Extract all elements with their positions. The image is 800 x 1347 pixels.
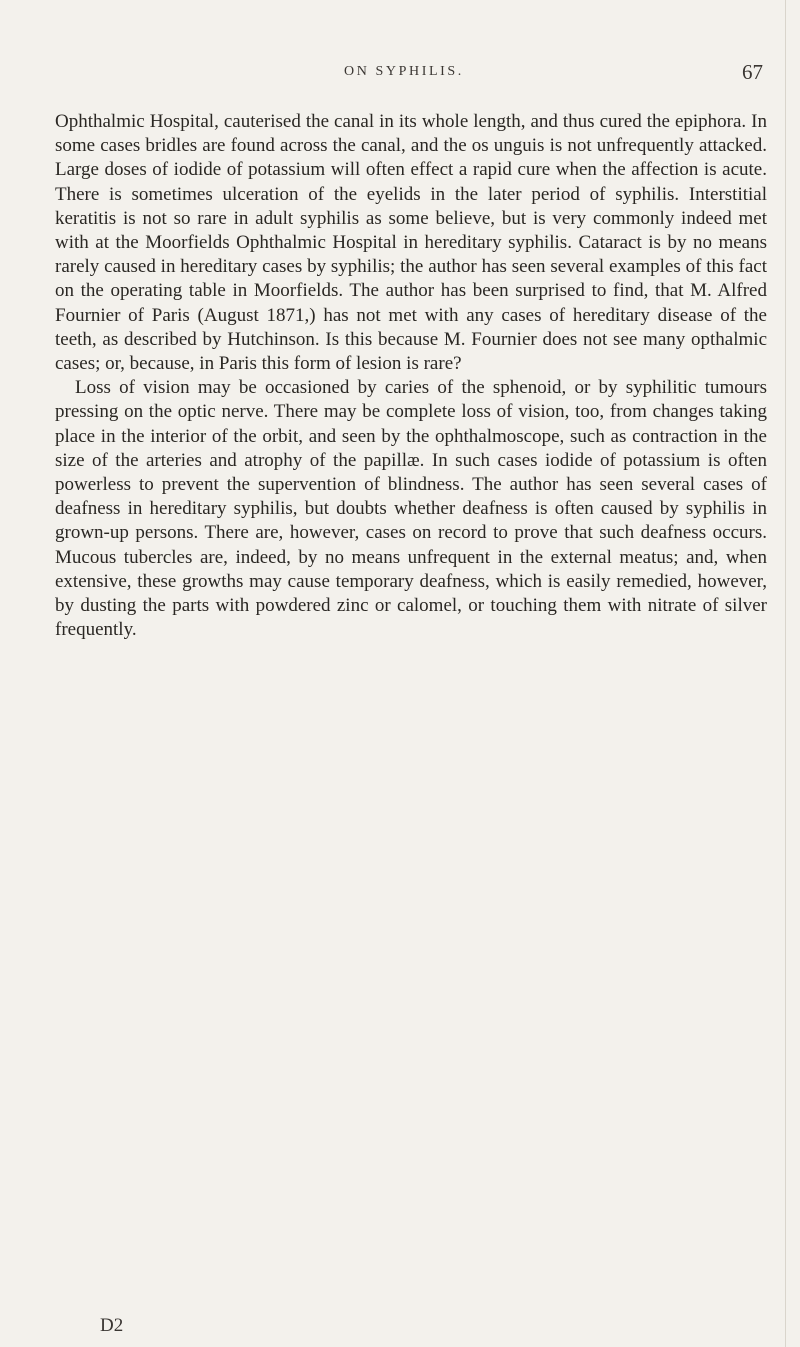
running-title: ON SYPHILIS.: [344, 64, 464, 79]
paragraph: [55, 376, 767, 642]
page-edge: [785, 0, 786, 1347]
paragraph: Ophthalmic Hospital, cauterised the canal in its whole length, and thus cured the epiphora. In some cases bridles are found across the canal, and the os unguis is not unfrequently attacked. Large doses of iodide of potassium will often effect a rapid cure when the affection is acute. There is sometimes ulceration of the eyelids in the later period of syphilis. Interstitial keratitis is not so rare in adult syphilis as some believe, but is very commonly indeed met with at the Moorfields Ophthalmic Hospital in hereditary syphilis. Cataract is by no means rarely caused in hereditary cases by syphilis; the author has seen several examples of this fact on the operating table in Moorfields. The author has been surprised to find, that M. Alfred Fournier of Paris (August 1871,) has not met with any cases of hereditary disease of the teeth, as described by Hutchinson. Is this because M. Fournier does not see many opthalmic cases; or, because, in Paris this form of lesion is rare?: [55, 111, 767, 375]
body-text: [55, 110, 767, 642]
page-number: 67: [742, 60, 763, 84]
running-header: [0, 60, 800, 86]
paragraph-text: Loss of vision may be occasioned by caries of the sphenoid, or by syphilitic tumours pressing on the optic nerve. There may be complete loss of vision, too, from changes taking place in the interior of the orbit, and seen by the ophthalmoscope, such as contraction in the size of the arteries and atrophy of the papillæ. In such cases iodide of potassium is often powerless to prevent the supervention of blindness. The author has seen several cases of deafness in hereditary syphilis, but doubts whether deafness is often caused by syphilis in grown-up persons. There are, however, cases on record to prove that such deafness occurs. Mucous tubercles are, indeed, by no means unfrequent in the external meatus; and, when extensive, these growths may cause temporary deafness, which is easily remedied, however, by dusting the parts with powdered zinc or calomel, or touching them with nitrate of silver frequently.: [55, 377, 767, 641]
signature-mark: D2: [100, 1315, 124, 1336]
